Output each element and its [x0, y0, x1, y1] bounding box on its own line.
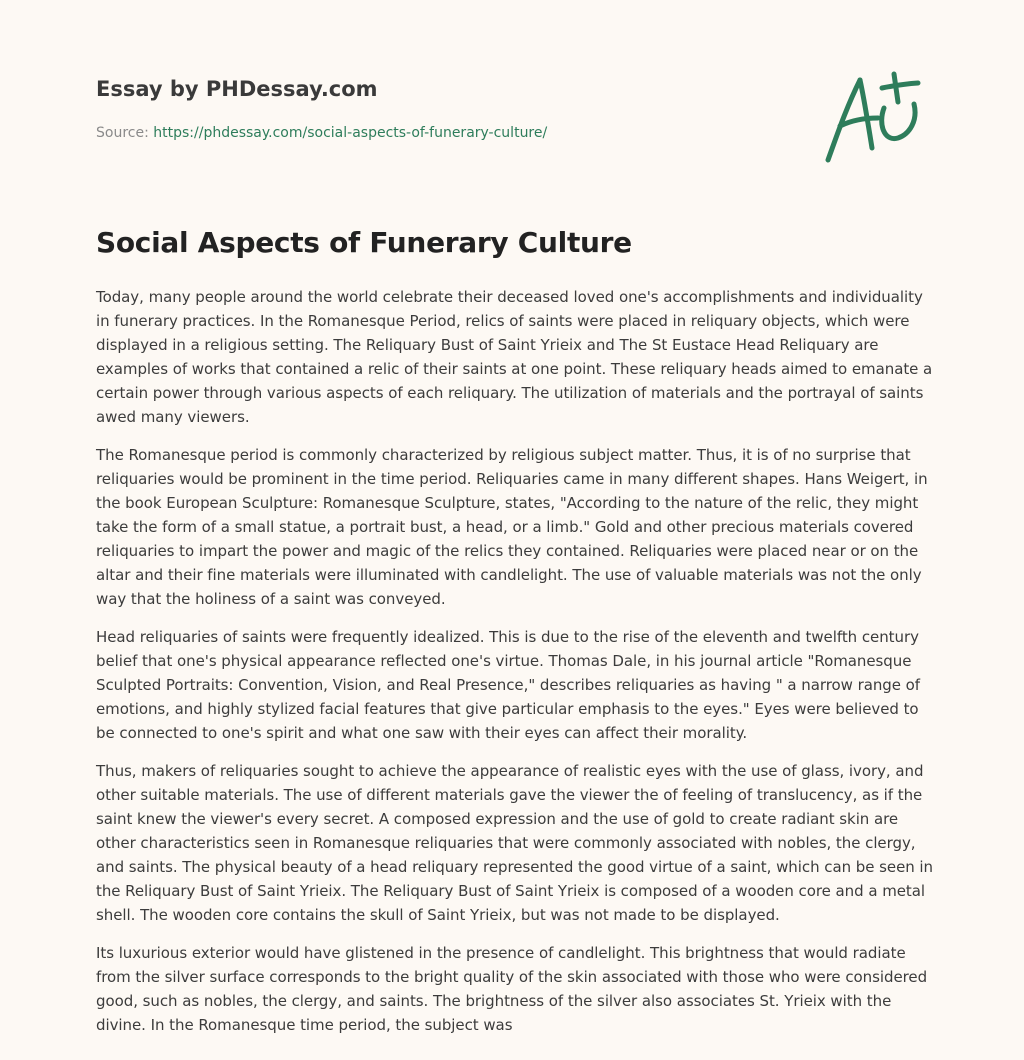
essay-title: Social Aspects of Funerary Culture	[96, 226, 632, 259]
essay-paragraph: Thus, makers of reliquaries sought to achieve the appearance of realistic eyes with the use of glass, ivory, and other suitable materials. The use of different materials gave the viewer the of feeling of translucency, as if the saint knew the viewer's every secret. A composed expression and the use of gold to create radiant skin are other characteristics seen in Romanesque reliquaries that were commonly associated with nobles, the clergy, and saints. The physical beauty of a head reliquary represented the good virtue of a saint, which can be seen in the Reliquary Bust of Saint Yrieix. The Reliquary Bust of Saint Yrieix is composed of a wooden core and a metal shell. The wooden core contains the skull of Saint Yrieix, but was not made to be displayed.	[96, 762, 933, 924]
brand-title: Essay by PHDessay.com	[96, 77, 378, 101]
essay-paragraph: The Romanesque period is commonly characterized by religious subject matter. Thus, it is of no surprise that reliquaries would be prominent in the time period. Reliquaries came in many different shapes. Hans Weigert, in the book European Sculpture: Romanesque Sculpture, states, "According to the nature of the relic, they might take the form of a small statue, a portrait bust, a head, or a limb." Gold and other precious materials covered reliquaries to impart the power and magic of the relics they contained. Reliquaries were placed near or on the altar and their fine materials were illuminated with candlelight. The use of valuable materials was not the only way that the holiness of a saint was conveyed.	[96, 446, 928, 608]
essay-paragraph: Today, many people around the world celebrate their deceased loved one's accomplishments and individuality in funerary practices. In the Romanesque Period, relics of saints were placed in reliquary objects, which were displayed in a religious setting. The Reliquary Bust of Saint Yrieix and The St Eustace Head Reliquary are examples of works that contained a relic of their saints at one point. These reliquary heads aimed to emanate a certain power through various aspects of each reliquary. The utilization of materials and the portrayal of saints awed many viewers.	[96, 288, 933, 426]
essay-body	[96, 285, 936, 1051]
source-line	[96, 125, 547, 141]
essay-paragraph: Its luxurious exterior would have glistened in the presence of candlelight. This brightness that would radiate from the silver surface corresponds to the bright quality of the skin associated with those who were considered good, such as nobles, the clergy, and saints. The brightness of the silver also associates St. Yrieix with the divine. In the Romanesque time period, the subject was	[96, 944, 928, 1034]
a-plus-logo-icon	[818, 68, 928, 168]
essay-paragraph: Head reliquaries of saints were frequently idealized. This is due to the rise of the eleventh and twelfth century belief that one's physical appearance reflected one's virtue. Thomas Dale, in his journal article "Romanesque Sculpted Portraits: Convention, Vision, and Real Presence," describes reliquaries as having " a narrow range of emotions, and highly stylized facial features that give particular emphasis to the eyes." Eyes were believed to be connected to one's spirit and what one saw with their eyes can affect their morality.	[96, 628, 921, 742]
source-label: Source:	[96, 125, 154, 141]
source-link[interactable]: https://phdessay.com/social-aspects-of-funerary-culture/	[153, 125, 548, 141]
